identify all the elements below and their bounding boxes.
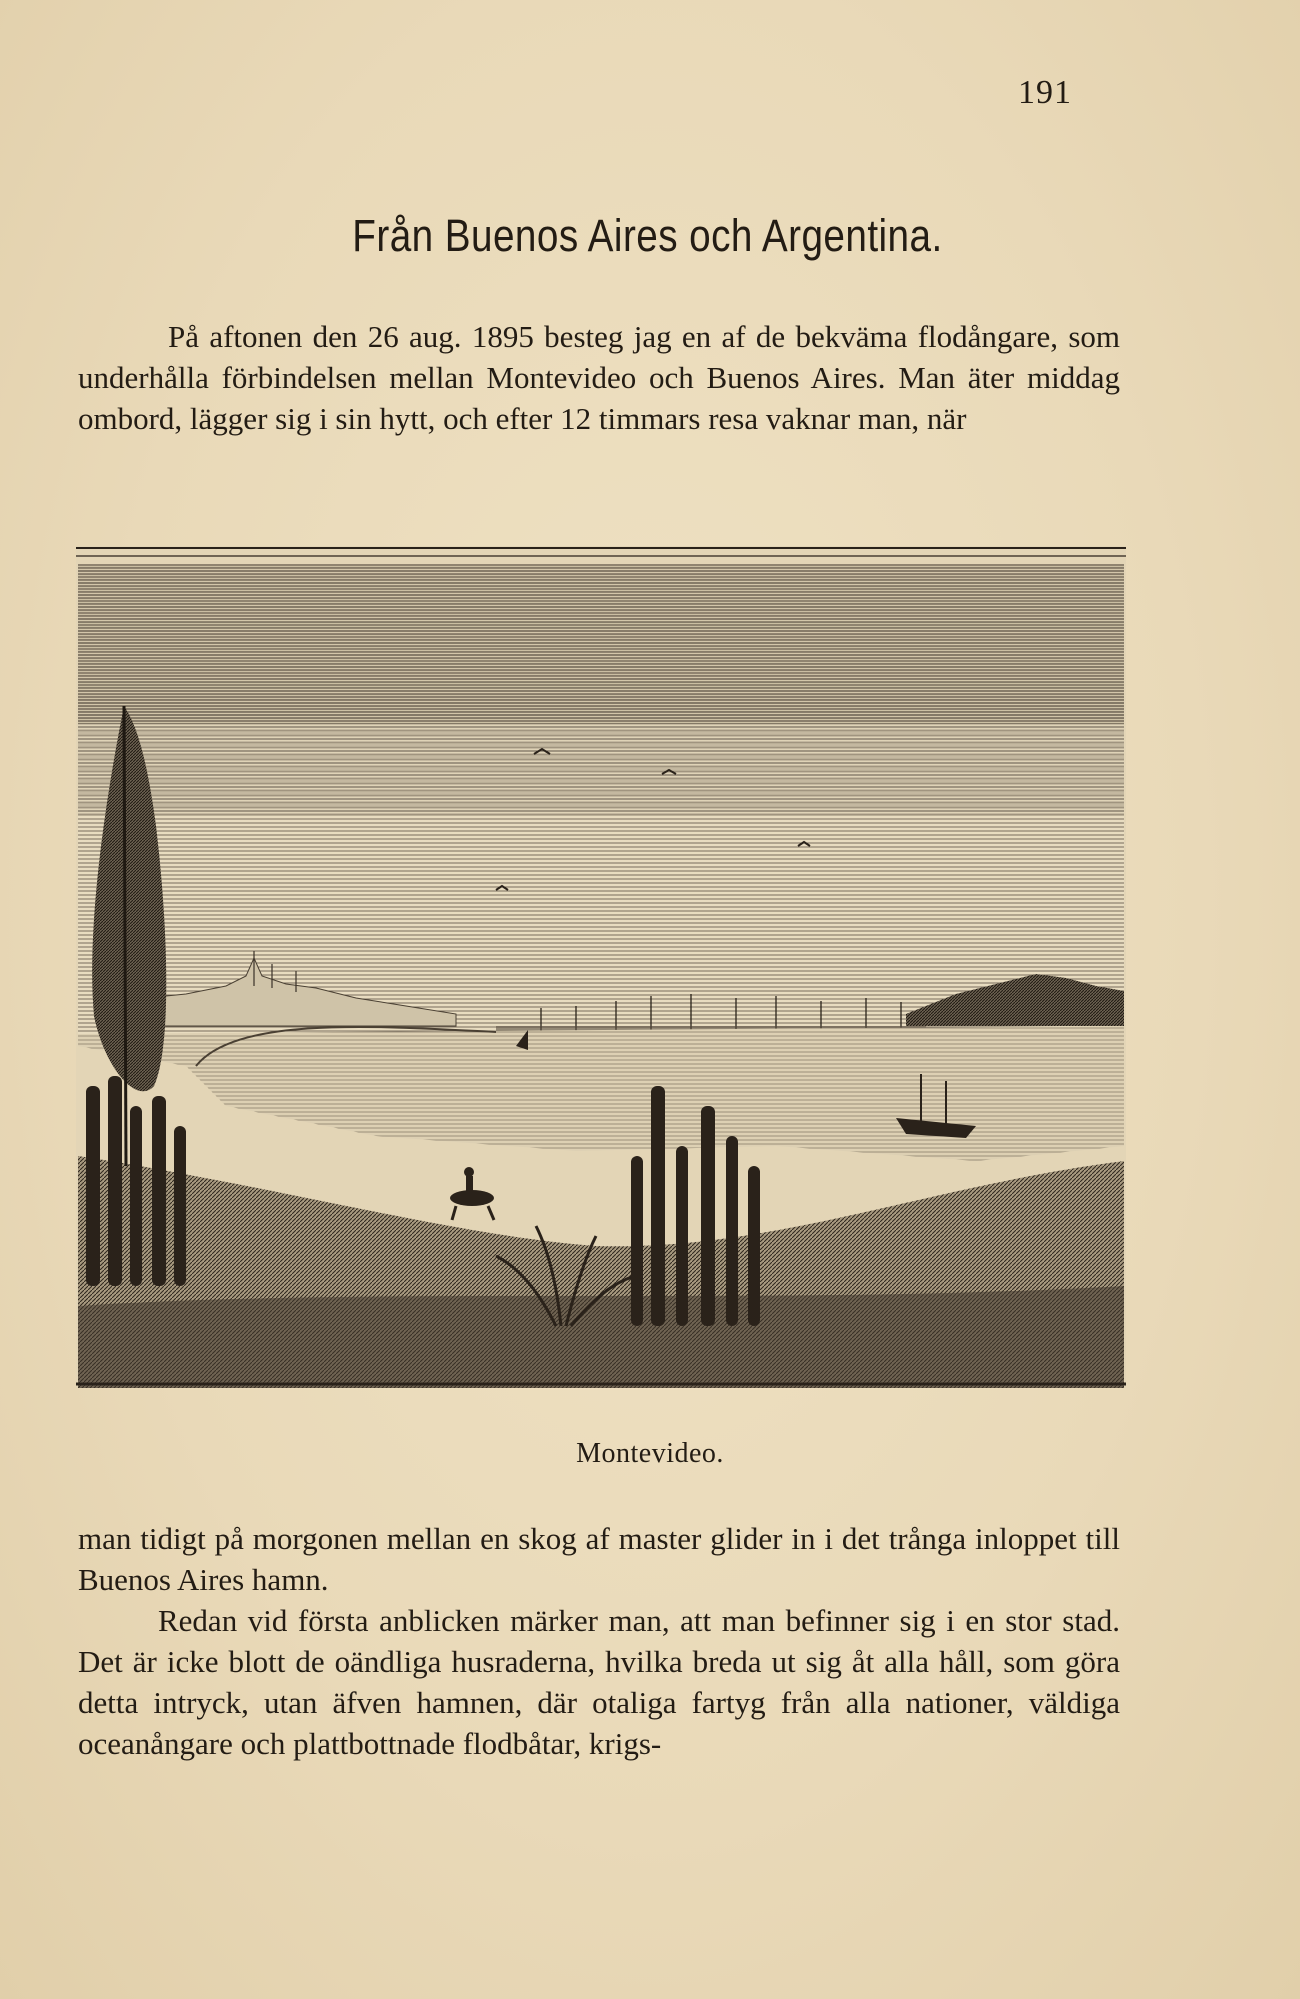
chapter-title: Från Buenos Aires och Argentina. — [352, 210, 943, 261]
figure-caption: Montevideo. — [576, 1438, 724, 1469]
illustration-montevideo — [76, 546, 1126, 1388]
engraving-image — [76, 546, 1126, 1388]
paragraph-1: På aftonen den 26 aug. 1895 besteg jag en af de bekväma flodångare, som underhålla förbindelsen mellan Montevideo och Buenos Aires. Man äter middag ombord, lägger sig i sin hytt, och efter 12 timmars resa vaknar man, när — [78, 319, 1120, 436]
paragraph-3: Redan vid första anblicken märker man, att man befinner sig i en stor stad. Det är icke blott de oändliga husraderna, hvilka breda ut sig åt alla håll, som göra detta intryck, utan äfven hamnen, där otaliga fartyg från alla nationer, väldiga oceanångare och plattbottnade flodbåtar, krigs- — [78, 1603, 1120, 1761]
paragraph-2: man tidigt på morgonen mellan en skog af master glider in i det trånga inloppet till Buenos Aires hamn. — [78, 1521, 1120, 1597]
page-number: 191 — [1018, 74, 1072, 111]
